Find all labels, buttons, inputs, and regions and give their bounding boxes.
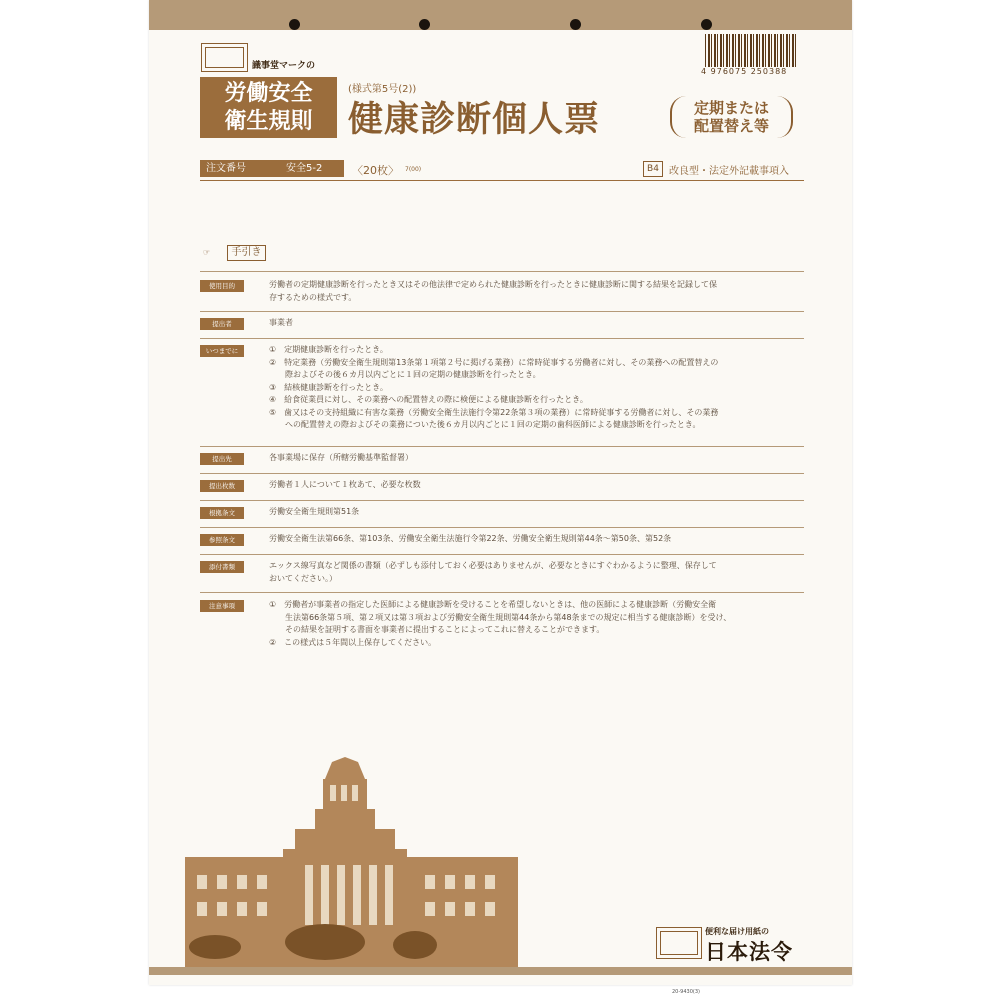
law-title-line1: 労働安全: [224, 81, 313, 106]
row-text-line: ① 定期健康診断を行ったとき。: [269, 345, 388, 354]
row-divider: [200, 311, 804, 312]
diet-building-illustration: [185, 757, 518, 967]
row-divider: [200, 500, 804, 501]
punch-hole: [419, 19, 430, 30]
order-code: 安全5-2: [286, 163, 323, 174]
row-divider: [200, 271, 804, 272]
row-label: 注意事項: [200, 600, 244, 612]
barcode-icon: [705, 34, 797, 67]
row-divider: [200, 338, 804, 339]
barcode-number: 4 976075 250388: [701, 67, 788, 76]
seal-mark-icon: [201, 43, 248, 72]
subtitle-badge: [670, 96, 793, 138]
sheet-count: 〈20枚〉: [352, 164, 399, 177]
row-text-line: 際およびその後６カ月以内ごとに１回の定期の健康診断を行ったとき。: [269, 370, 541, 379]
row-label: 使用目的: [200, 280, 244, 292]
page-title: 健康診断個人票: [348, 100, 601, 140]
order-bar: [200, 160, 344, 177]
row-text-line: 労働安全衛生法第66条、第103条、労働安全衛生法施行令第22条、労働安全衛生規則第44条～第50条、第52条: [269, 534, 672, 543]
row-text-line: 労働安全衛生規則第51条: [269, 507, 360, 516]
row-label: いつまでに: [200, 345, 244, 357]
row-divider: [200, 592, 804, 593]
row-text-line: ⑤ 歯又はその支持組織に有害な業務（労働安全衛生法施行令第22条第３項の業務）に常時従事する労働者に対し、その業務: [269, 407, 719, 417]
law-title-line2: 衛生規則: [224, 109, 313, 134]
law-title-box: [200, 77, 337, 138]
footer-code: 20-9430(3): [672, 989, 700, 995]
row-text: [269, 506, 809, 519]
mark-caption: 識事堂マークの: [252, 61, 316, 71]
row-text-line: ③ 結核健康診断を行ったとき。: [269, 382, 388, 392]
row-text-line: 事業者: [269, 318, 293, 327]
row-text-line: への配置替えの際およびその業務についた後６カ月以内ごとに１回の定期の歯科医師による健康診断を行ったとき。: [269, 420, 701, 429]
row-divider: [200, 527, 804, 528]
price-code: 7(00): [405, 166, 422, 173]
row-text: [269, 317, 809, 330]
guide-title: 手引き: [227, 245, 266, 261]
size-note: 改良型・法定外記載事項入: [669, 166, 789, 177]
publisher-tagline: 便利な届け用紙の: [705, 927, 769, 936]
subtitle-line2: 配置替え等: [693, 117, 769, 135]
form-cover-sheet: [149, 0, 852, 985]
subtitle-line1: 定期または: [693, 99, 769, 117]
row-text: [269, 560, 809, 585]
row-text-line: その結果を証明する書面を事業者に提出することによってこれに替えることができます。: [269, 625, 605, 634]
bottom-band: [149, 967, 852, 975]
row-text-line: 存するための様式です。: [269, 292, 357, 302]
row-text-line: ④ 給食従業員に対し、その業務への配置替えの際に検便による健康診断を行ったとき。: [269, 395, 588, 404]
row-label: 参照条文: [200, 534, 244, 546]
punch-hole: [570, 19, 581, 30]
row-text-line: ① 労働者が事業者の指定した医師による健康診断を受けることを希望しないときは、他の医師による健康診断（労働安全衛: [269, 600, 717, 609]
row-text: [269, 479, 809, 492]
row-text: [269, 599, 809, 649]
row-label: 根拠条文: [200, 507, 244, 519]
order-label: 注文番号: [206, 163, 246, 174]
row-text-line: ② この様式は５年間以上保存してください。: [269, 637, 437, 647]
row-text: [269, 452, 809, 465]
row-label: 提出先: [200, 453, 244, 465]
top-band: [149, 0, 852, 30]
row-divider: [200, 473, 804, 474]
publisher-name: 日本法令: [705, 940, 793, 964]
paper-size: B4: [643, 161, 663, 177]
row-label: 添付書類: [200, 561, 244, 573]
row-text: [269, 344, 809, 432]
punch-hole: [289, 19, 300, 30]
row-text-line: 各事業場に保存（所轄労働基準監督署）: [269, 453, 413, 462]
row-divider: [200, 554, 804, 555]
divider: [200, 180, 804, 181]
row-text-line: おいてください。）: [269, 573, 337, 583]
row-label: 提出者: [200, 318, 244, 330]
pointing-hand-icon: ☞: [203, 248, 211, 257]
form-number: (様式第5号(2)): [348, 84, 417, 95]
row-text-line: ② 特定業務（労働安全衛生規則第13条第１項第２号に掲げる業務）に常時従事する労働者に対し、その業務への配置替えの: [269, 357, 719, 367]
row-divider: [200, 446, 804, 447]
row-text-line: 労働者の定期健康診断を行ったとき又はその他法律で定められた健康診断を行ったときに健康診断に関する結果を記録して保: [269, 280, 717, 289]
row-text-line: 生法第66条第５項、第２項又は第３項および労働安全衛生規則第44条から第48条までの規定に相当する健康診断）を受け、: [269, 612, 732, 622]
row-text: [269, 279, 809, 304]
row-text: [269, 533, 809, 546]
publisher-seal-icon: [656, 927, 702, 959]
row-text-line: 労働者１人について１枚あて、必要な枚数: [269, 480, 421, 489]
row-label: 提出枚数: [200, 480, 244, 492]
row-text-line: エックス線写真など関係の書類（必ずしも添付しておく必要はありませんが、必要なときにすぐわかるように整理、保存して: [269, 561, 717, 570]
punch-hole: [701, 19, 712, 30]
